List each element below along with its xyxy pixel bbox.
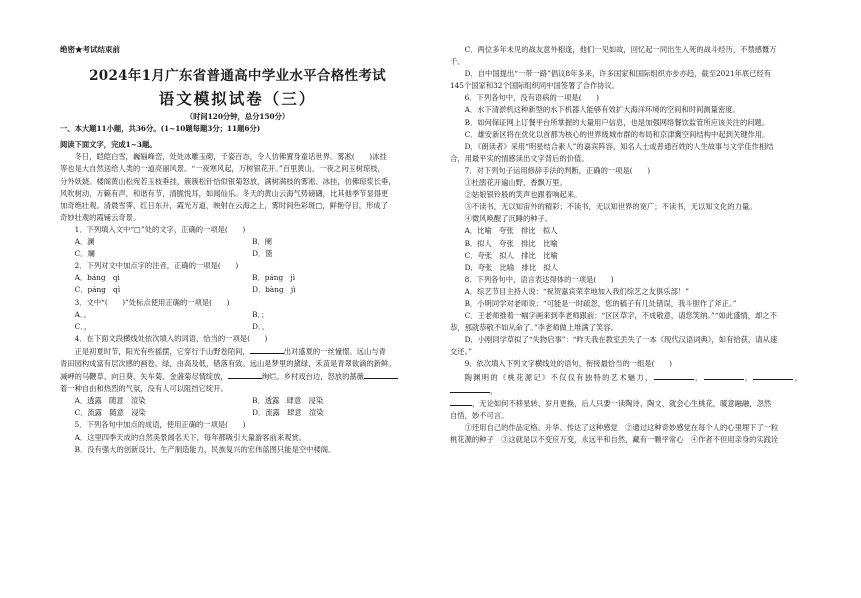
- question-7-stem: 7．对下列句子运用修辞手法的判断，正确的一项是( ): [464, 165, 651, 175]
- question-7-item: ②姑娘银铃般的笑声也跟着响起来。: [464, 190, 582, 200]
- answer-blank: [228, 370, 262, 379]
- question-3-options: [60, 309, 415, 333]
- option: A．比喻 夸张 排比 拟人: [464, 226, 558, 236]
- exam-title: 2024年1月广东省普通高中学业水平合格性考试: [89, 68, 386, 85]
- question-7-item: ④微风唤醒了沉睡的种子。: [464, 214, 553, 224]
- question-9-line: 自悟，妙不可言。: [450, 410, 509, 420]
- question-9-line: ，无论如何不移星转、岁月更换，后人只要一读陶诗、陶文，就会心生桃花，暖意融融，忽然: [450, 397, 802, 410]
- passage-line: 减岬的马鞭草、向日葵、矢车菊、金盏菊尽情绽放， 绚烂。乡村戏台边，怒放的蔷薇: [60, 370, 415, 383]
- question-5-item: D．自中国提出“一带一路”倡议8年多来，许多国家和国际组织亦步亦趋，截至2021年底已经有: [464, 69, 772, 79]
- passage-line: 分外妖娆。楼阁黄山松宛若玉枝垂挂，簇簇松针恰似银菊怒放，满树满枝的雾凇、冰挂，仿佛琼浆长垂，: [60, 176, 396, 186]
- question-1-stem: 1．下列填入文中“□”处的文字，正确的一项是( ): [74, 224, 246, 234]
- option: D．流露 肆意 渲染: [252, 408, 324, 418]
- option: C．流露 随意 浸染: [74, 408, 146, 418]
- passage-line: 冬日，皑皑白雪，巍辎峰峦，处处冰雕玉砌，千姿百态，令人仿佛置身童话世界。雾凇( )冰挂: [74, 152, 387, 162]
- question-6-stem: 6．下列各句中，没有语病的一项是( ): [464, 93, 599, 103]
- answer-blank: [704, 371, 744, 380]
- question-7-item: ①杜鹃花开遍山野，香飘万里。: [464, 178, 567, 188]
- option: C．斓: [74, 249, 95, 259]
- question-5-item: 千。: [450, 57, 465, 67]
- passage-line: 正是初夏时节，阳光有些摇摆，它穿行于山野卷陌间， 出对盛夏的一丝憧憬。远山与青: [74, 346, 386, 356]
- question-8-item: 交还。”: [450, 347, 472, 357]
- option: A．báng qì: [74, 273, 120, 283]
- question-3-stem: 3．文中“( )”处标点使用正确的一项是( ): [74, 297, 230, 307]
- question-9-line: ①还用自己的作品定格、升华、传达了这种感觉 ②通过这种奇妙感觉在每个人的心里埋下了一粒: [464, 422, 779, 432]
- answer-blank: [364, 370, 398, 379]
- left-column: [60, 44, 415, 456]
- option: D．、: [252, 321, 269, 331]
- option: B．阑: [252, 237, 273, 247]
- passage-line: 青田园构成富有层次感的画卷。绿，由高及低，错落有致。远山是梦里的黛绿，禾苗是青翠欲滴的新鲜。: [60, 358, 396, 368]
- option: A．透露 随意 渲染: [74, 396, 146, 406]
- question-7-item: ③不读书，无以知宙外的精彩；不读书，无以知世界的宽广；不读书，无以知文化的力量。: [464, 202, 757, 212]
- question-4-stem: 4．在下面文段横线处依次填入的词语，恰当的一项是( ): [74, 333, 268, 343]
- option: B．透露 肆意 浸染: [252, 396, 324, 406]
- option: A．。: [74, 309, 91, 319]
- option: C．，: [74, 321, 92, 331]
- option: D．bàng jì: [252, 285, 296, 295]
- question-9-line: 桃花源的种子 ③这就是以不变应万变，永远平和自然，藏有一颗平常心 ④作者不但用亲身的实践诠: [450, 435, 779, 444]
- section-heading: 一、本大题11小题，共36分。(1~10题每题3分；11题6分): [60, 124, 261, 134]
- option: C．夸张 拟人 排比 比喻: [464, 250, 558, 260]
- exam-meta: （时间120分钟，总分150分）: [185, 112, 290, 122]
- option: A．澜: [74, 237, 95, 247]
- option: D．篮: [252, 249, 273, 259]
- question-4-options: [60, 395, 415, 419]
- option: C．páng qì: [74, 285, 121, 295]
- question-6-item: C．雄安新区将在优化以首都为核心的世界级城市群的布局和京津冀空间结构中起到关键作用。: [464, 129, 770, 139]
- question-5-item: C．两位多年未见的战友意外相逢，他们一见如故，回忆起一同出生入死的战斗经历，不禁感慨万: [464, 45, 777, 54]
- question-8-item: D．小刚同学草拟了“失物启事”：“昨天我在教室丢失了一本《现代汉语词典》，如有拾获，请从速: [464, 335, 778, 345]
- option: B．páng jì: [252, 273, 296, 283]
- question-8-stem: 8．下列各句中，语言表达得体的一项是( ): [464, 274, 614, 284]
- question-4-passage: [60, 345, 415, 395]
- question-8-item: C．王老师推着一幅字画来到李老师跟前：“区区草字，不成敬意，请您笑纳。”“如此盛情，却之不: [464, 311, 777, 321]
- question-5-item: 145个国家和32个国际组织同中国签署了合作协议。: [450, 81, 620, 91]
- secret-label: 绝密★考试结束前: [60, 45, 120, 54]
- answer-blank: [250, 345, 284, 354]
- answer-blank: [450, 397, 472, 406]
- reading-passage: [60, 151, 415, 224]
- reading-prompt: 阅读下面文字，完成1~3题。: [60, 140, 157, 150]
- question-5-stem: 5．下列各句中加点的成语，使用正确的一项是( ): [74, 420, 246, 430]
- option: D．夸张 比喻 排比 拟人: [464, 262, 559, 272]
- question-1-options: [60, 236, 415, 260]
- question-8-item: 恭，那就恭敬不如从命了。”李老师做上堆满了笑容。: [450, 323, 618, 333]
- answer-blank: [654, 371, 694, 380]
- question-2-stem: 2．下列对文中加点字的注音，正确的一项是( ): [74, 261, 239, 271]
- question-6-item: 合，用最平实的情感读出文字背后的价值。: [450, 153, 589, 163]
- passage-line: 奇妙壮观的霞铺云奇景。: [60, 212, 141, 222]
- question-8-item: B．小明同学对老师说：“可能是一时疏忽，您的稿子有几处错误，我斗胆作了斧正。”: [464, 298, 737, 308]
- option: B．拟人 夸张 排比 比喻: [464, 238, 558, 248]
- question-6-item: D．《朗读者》采用“明星结合素人”的嘉宾阵容，知名人士或普通百姓的人生故事与文学佳作相结: [464, 141, 774, 151]
- answer-blank: [753, 371, 793, 380]
- question-6-item: A．水下清淤机这种新型的水下机器人能够有效扩大海洋环境的空间和时间测量密度。: [464, 105, 740, 115]
- passage-line: 等也是大自然送给人类的一道亮丽风景。“一夜寒风起，万树银花开。”百里黄山，一夜之间玉树琼枝，: [60, 164, 385, 174]
- question-9-stem: 9．依次填入下列文字横线处的语句，衔接最恰当的一组是( ): [464, 359, 672, 369]
- question-8-item: A．综艺节目主持人说：“祝贺嘉宾荣幸地加入我们综艺之友俱乐部！”: [464, 286, 689, 296]
- answer-blank: [450, 384, 490, 393]
- question-6-item: B．如何保证网上订餐平台所掌握的大量用户信息，也是加强网络餐饮监管所应该关注的问题。: [464, 117, 770, 127]
- question-5-item: B．没有强大的创新设计、生产制造能力，民族复兴的宏伟蓝图只能是空中楼阁。: [74, 444, 336, 454]
- passage-line: 风吹树动，万籁有声，和谐有节，清脆悦耳，如闻仙乐。冬天的黄山云海气势磅礴，比其他季节显得更: [60, 188, 389, 198]
- question-5-item: A．这里四季天成的自然美景闻名天下，每年都吸引大量游客前来观赏。: [74, 432, 307, 442]
- passage-line: 加奇绝壮观。清晨雪霁，红日东升，霞光万道，映射在云海之上，雾时间色彩斑□，鲜艳夺目，形成了: [60, 200, 388, 210]
- passage-line: 着一种自由和热烈的气氛，没有人可以阻挡它绽开。: [60, 384, 228, 394]
- option: B．；: [252, 309, 269, 319]
- exam-subtitle: 语文模拟试卷（三）: [158, 89, 317, 109]
- question-2-options: [60, 272, 415, 296]
- question-9-line: 陶渊明的《桃花源记》不仅仅有独特的艺术魅力， ， ， ，，: [450, 371, 802, 397]
- right-column: [450, 44, 802, 446]
